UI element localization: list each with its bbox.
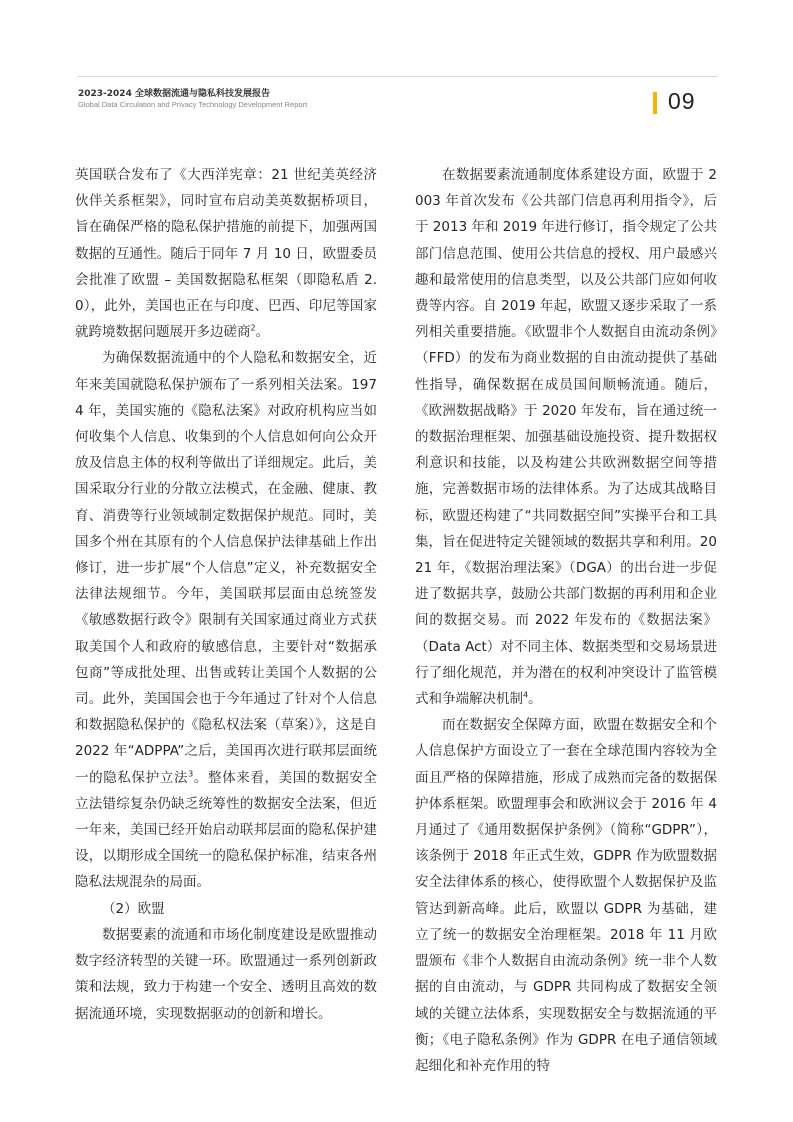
footnote-ref: 2 bbox=[250, 323, 256, 333]
footnote-ref: 4 bbox=[523, 690, 529, 700]
paragraph-text: 英国联合发布了《大西洋宪章：21 世纪美英经济伙伴关系框架》，同时宣布启动美英数据桥项目，旨在确保严格的隐私保护措施的前提下，加强两国数据的互通性。随后于同年 7 月 10 日，欧盟委员会批准了欧盟 – 美国数据隐私框架（即隐私盾 2.0），此外，美国也正在与印度、巴西、印尼等国家就跨境数据问题展开多边磋商 bbox=[75, 167, 377, 341]
footnote-ref: 3 bbox=[188, 769, 194, 779]
paragraph-text: 。 bbox=[528, 691, 542, 708]
page-number: 09 bbox=[668, 88, 696, 114]
paragraph-text: 为确保数据流通中的个人隐私和数据安全，近年来美国就隐私保护颁布了一系列相关法案。1974 年，美国实施的《隐私法案》对政府机构应当如何收集个人信息、收集到的个人信息如何向公众开放及信息主体的权利等做出了详细规定。此后，美国采取分行业的分散立法模式，在金融、健康、教育、消费等行业领域制定数据保护规范。同时，美国多个州在其原有的个人信息保护法律基础上作出修订，进一步扩展“个人信息”定义，补充数据安全法律法规细节。今年，美国联邦层面由总统签发《敏感数据行政令》限制有关国家通过商业方式获取美国个人和政府的敏感信息，主要针对“数据承包商”等成批处理、出售或转让美国个人数据的公司。此外，美国国会也于今年通过了针对个人信息和数据隐私保护的《隐私权法案（草案）》，这是自 2022 年“ADPPA”之后，美国再次进行联邦层面统一的隐私保护立法 bbox=[75, 350, 377, 786]
running-header bbox=[78, 76, 718, 116]
left-column bbox=[75, 162, 377, 1027]
report-title: 2023-2024 全球数据流通与隐私科技发展报告 bbox=[78, 89, 270, 99]
paragraph bbox=[75, 345, 377, 895]
right-column bbox=[415, 162, 717, 1079]
paragraph bbox=[75, 162, 377, 345]
paragraph: 数据要素的流通和市场化制度建设是欧盟推动数字经济转型的关键一环。欧盟通过一系列创新政策和法规，致力于构建一个安全、透明且高效的数据流通环境，实现数据驱动的创新和增长。 bbox=[75, 926, 377, 1022]
report-subtitle: Global Data Circulation and Privacy Technology Development Report bbox=[78, 100, 308, 109]
section-subheading: （2）欧盟 bbox=[102, 900, 165, 917]
paragraph: 而在数据安全保障方面，欧盟在数据安全和个人信息保护方面设立了一套在全球范围内容较为全面且严格的保障措施，形成了成熟而完备的数据保护体系框架。欧盟理事会和欧洲议会于 2016 年 4 月通过了《通用数据保护条例》（简称“GDPR”），该条例于 2018 年正式生效，GDPR 作为欧盟数据安全法律体系的核心，使得欧盟个人数据保护及监管达到新高峰。此后，欧盟以 GDPR 为基础，建立了统一的数据安全治理框架。2018 年 11 月欧盟颁布《非个人数据自由流动条例》统一非个人数据的自由流动，与 GDPR 共同构成了数据安全领域的关键立法体系，实现数据安全与数据流通的平衡；《电子隐私条例》作为 GDPR 在电子通信领域起细化和补充作用的特 bbox=[415, 717, 717, 1074]
paragraph-text: 。整体来看，美国的数据安全立法错综复杂仍缺乏统筹性的数据安全法案，但近一年来，美国已经开始启动联邦层面的隐私保护建设，以期形成全国统一的隐私保护标准，结束各州隐私法规混杂的局面。 bbox=[75, 769, 378, 891]
page-number-accent-bar bbox=[653, 92, 657, 114]
paragraph bbox=[415, 162, 717, 712]
paragraph-text: 。 bbox=[255, 324, 270, 341]
paragraph-text: 在数据要素流通制度体系建设方面，欧盟于 2003 年首次发布《公共部门信息再利用指令》，后于 2013 年和 2019 年进行修订，指令规定了公共部门信息范围、使用公共信息的授权、用户最感兴趣和最常使用的信息类型，以及公共部门应如何收费等内容。自 2019 年起，欧盟又逐步采取了一系列相关重要措施。《欧盟非个人数据自由流动条例》（FFD）的发布为商业数据的自由流动提供了基础性指导，确保数据在成员国间顺畅流通。随后，《欧洲数据战略》于 2020 年发布，旨在通过统一的数据治理框架、加强基础设施投资、提升数据权利意识和技能，以及构建公共欧洲数据空间等措施，完善数据市场的法律体系。为了达成其战略目标，欧盟还构建了“共同数据空间”实操平台和工具集，旨在促进特定关键领域的数据共享和利用。2021 年，《数据治理法案》（DGA）的出台进一步促进了数据共享，鼓励公共部门数据的再利用和企业间的数据交易。而 2022 年发布的《数据法案》（Data Act）对不同主体、数据类型和交易场景进行了细化规范，并为潜在的权利冲突设计了监管模式和争端解决机制 bbox=[415, 167, 717, 708]
